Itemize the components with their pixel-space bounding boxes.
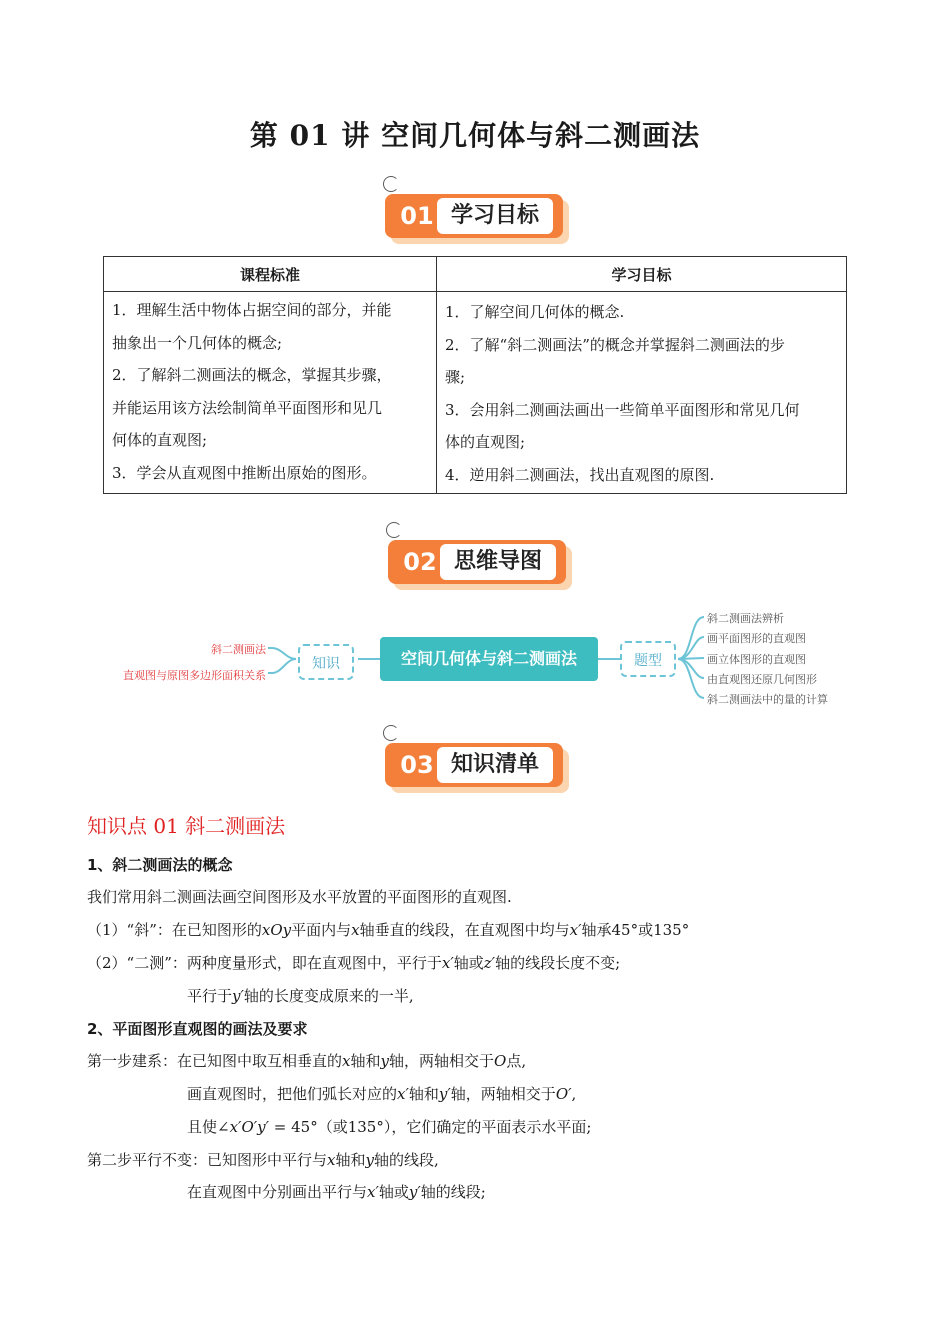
standard-line: 并能运用该方法绘制简单平面图形和见几 — [112, 398, 383, 417]
goal-line: 3．会用斜二测画法画出一些简单平面图形和常见几何 — [445, 400, 800, 419]
paragraph: 我们常用斜二测画法画空间图形及水平放置的平面图形的直观图. — [87, 888, 512, 906]
goal-line: 4．逆用斜二测画法，找出直观图的原图. — [445, 465, 715, 484]
section-number: 02 — [403, 548, 437, 576]
standard-line: 2．了解斜二测画法的概念，掌握其步骤， — [112, 366, 392, 384]
mindmap-knowledge-node: 知识 — [298, 644, 354, 680]
section-label: 学习目标 — [437, 198, 553, 234]
paragraph-half-length: 平行于y′轴的长度变成原来的一半, — [187, 987, 414, 1005]
section-number: 03 — [400, 751, 434, 779]
page-title: 第 01 讲 空间几何体与斜二测画法 — [249, 119, 701, 152]
goals-table — [103, 256, 847, 494]
standard-line: 1．理解生活中物体占据空间的部分，并能 — [112, 301, 392, 319]
step-one-detail: 画直观图时，把他们弧长对应的x′轴和y′轴，两轴相交于O′, — [187, 1085, 577, 1103]
standard-cell — [104, 292, 437, 494]
goals-cell — [437, 292, 847, 494]
step-one-angle: 且使∠x′O′y′ = 45°（或135°），它们确定的平面表示水平面; — [187, 1118, 592, 1136]
table-header-standard: 课程标准 — [104, 257, 437, 292]
step-two-detail: 在直观图中分别画出平行与x′轴或y′轴的线段; — [187, 1183, 486, 1201]
step-one: 第一步建系：在已知图中取互相垂直的x轴和y轴，两轴相交于O点, — [87, 1052, 527, 1070]
goal-line: 1．了解空间几何体的概念. — [445, 303, 625, 321]
mindmap-leaf: 斜二测画法中的量的计算 — [707, 693, 828, 706]
standard-line: 抽象出一个几何体的概念; — [112, 333, 283, 352]
mindmap-leaf: 直观图与原图多边形面积关系 — [123, 669, 266, 682]
ribbon-loop-icon — [383, 176, 399, 192]
mindmap-question-type-node: 题型 — [620, 641, 676, 677]
mind-map — [110, 600, 840, 712]
section-label: 知识清单 — [437, 747, 553, 783]
mindmap-leaf: 画平面图形的直观图 — [707, 632, 806, 645]
section-banner-goals — [385, 184, 575, 246]
mindmap-leaf: 斜二测画法辨析 — [707, 612, 784, 625]
section-label: 思维导图 — [440, 544, 556, 580]
mindmap-center-node: 空间几何体与斜二测画法 — [380, 637, 598, 681]
mindmap-leaf: 画立体图形的直观图 — [707, 653, 806, 666]
ribbon-loop-icon — [383, 725, 399, 741]
table-header-goals: 学习目标 — [437, 257, 847, 292]
standard-line: 何体的直观图; — [112, 431, 208, 449]
paragraph-oblique: （1）“斜”：在已知图形的xOy平面内与x轴垂直的线段，在直观图中均与x′轴承45°或135° — [87, 921, 690, 939]
section-banner-knowledge — [385, 733, 575, 795]
subheading-method: 2、平面图形直观图的画法及要求 — [87, 1020, 308, 1038]
paragraph-two-measures: （2）“二测”：两种度量形式，即在直观图中，平行于x′轴或z′轴的线段长度不变; — [87, 954, 621, 972]
standard-line: 3．学会从直观图中推断出原始的图形。 — [112, 463, 377, 482]
subheading-concept: 1、斜二测画法的概念 — [87, 856, 233, 874]
ribbon-loop-icon — [386, 522, 402, 538]
goal-line: 2．了解“斜二测画法”的概念并掌握斜二测画法的步 — [445, 335, 785, 354]
mindmap-leaf: 由直观图还原几何图形 — [707, 673, 817, 686]
section-number: 01 — [400, 202, 434, 230]
mindmap-leaf: 斜二测画法 — [211, 643, 266, 656]
goal-line: 体的直观图; — [445, 433, 526, 451]
section-banner-mindmap — [388, 530, 578, 592]
knowledge-point-title: 知识点 01 斜二测画法 — [87, 814, 286, 838]
step-two: 第二步平行不变：已知图形中平行与x轴和y轴的线段, — [87, 1151, 439, 1169]
goal-line: 骤; — [445, 368, 466, 386]
